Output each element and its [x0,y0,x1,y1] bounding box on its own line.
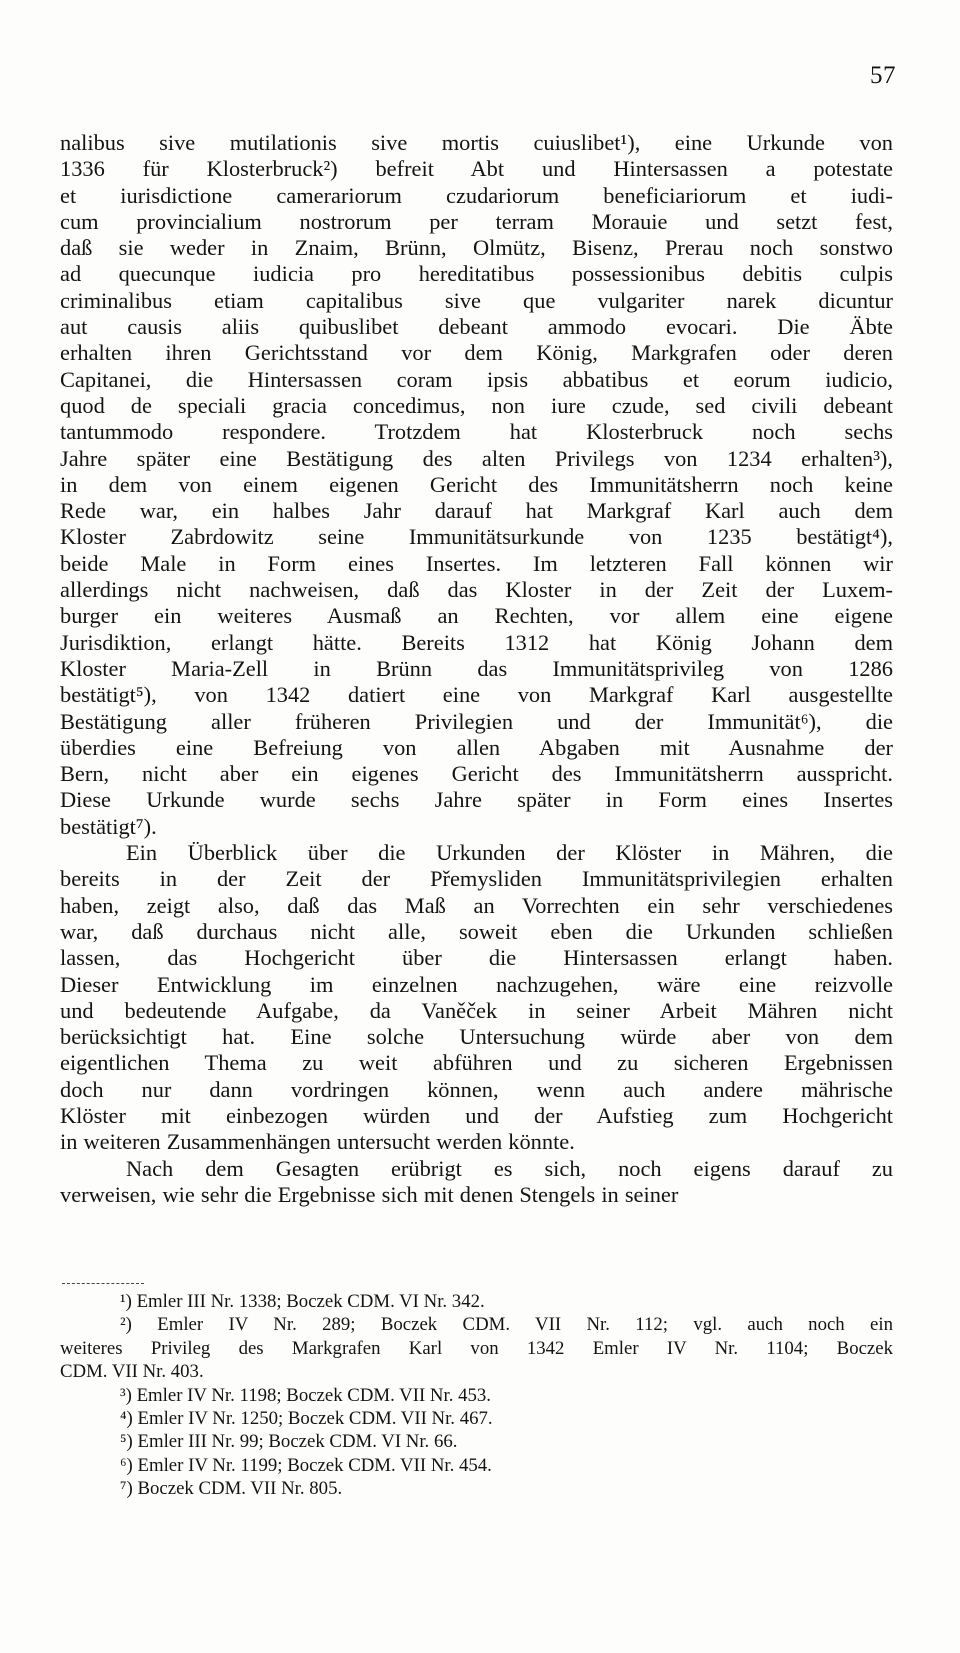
text-line: Kloster Zabrdowitz seine Immunitätsurkunde von 1235 bestätigt⁴), [60,524,893,550]
text-line: daß sie weder in Znaim, Brünn, Olmütz, Bisenz, Prerau noch sonstwo [60,235,893,261]
footnote-separator [62,1283,144,1284]
text-line: tantummodo respondere. Trotzdem hat Klosterbruck noch sechs [60,419,893,445]
text-line: Capitanei, die Hintersassen coram ipsis abbatibus et eorum iudicio, [60,366,893,392]
text-line: Diese Urkunde wurde sechs Jahre später in Form eines Insertes [60,787,893,813]
footnote-line: ³) Emler IV Nr. 1198; Boczek CDM. VII Nr. 453. [120,1384,491,1406]
footnote-line: ¹) Emler III Nr. 1338; Boczek CDM. VI Nr. 342. [120,1291,485,1312]
footnote [60,1407,893,1430]
page-number: 57 [870,62,896,89]
text-line: Bestätigung aller früheren Privilegien und der Immunität⁶), die [60,708,893,734]
footnote [60,1430,893,1453]
text-line: Kloster Maria-Zell in Brünn das Immunitätsprivileg von 1286 [60,655,893,681]
text-line: criminalibus etiam capitalibus sive que vulgariter narek dicuntur [60,287,893,313]
footnotes [60,1290,893,1501]
footnote [60,1313,893,1383]
text-line: 1336 für Klosterbruck²) befreit Abt und Hintersassen a potestate [60,156,893,182]
footnote-line: ⁷) Boczek CDM. VII Nr. 805. [120,1478,343,1500]
text-line: erhalten ihren Gerichtsstand vor dem König, Markgrafen oder deren [60,340,893,366]
footnote-line: ⁴) Emler IV Nr. 1250; Boczek CDM. VII Nr. 467. [120,1408,493,1430]
text-line: war, daß durchaus nicht alle, soweit eben die Urkunden schließen [60,918,893,944]
text-line: bereits in der Zeit der Přemysliden Immunitätsprivilegien erhalten [60,866,893,892]
text-line: Rede war, ein halbes Jahr darauf hat Markgraf Karl auch dem [60,498,893,524]
text-line: berücksichtigt hat. Eine solche Untersuchung würde aber von dem [60,1024,893,1050]
text-line: Dieser Entwicklung im einzelnen nachzugehen, wäre eine reizvolle [60,971,893,997]
paragraph [60,840,893,1156]
text-line: ad quecunque iudicia pro hereditatibus possessionibus debitis culpis [60,261,893,287]
text-line: beide Male in Form eines Insertes. Im letzteren Fall können wir [60,550,893,576]
text-line: in dem von einem eigenen Gericht des Immunitätsherrn noch keine [60,471,893,497]
footnote-line: CDM. VII Nr. 403. [60,1361,204,1383]
paragraph [60,1156,893,1209]
text-line: überdies eine Befreiung von allen Abgaben mit Ausnahme der [60,734,893,760]
footnote [60,1384,893,1407]
text-line: Jahre später eine Bestätigung des alten Privilegs von 1234 erhalten³), [60,445,893,471]
footnote-line: ⁶) Emler IV Nr. 1199; Boczek CDM. VII Nr. 454. [120,1454,492,1476]
text-line: in weiteren Zusammenhängen untersucht werden könnte. [60,1129,575,1155]
text-line: und bedeutende Aufgabe, da Vaněček in seiner Arbeit Mähren nicht [60,997,893,1023]
footnote [60,1477,893,1500]
footnote-line: ⁵) Emler III Nr. 99; Boczek CDM. VI Nr. 66. [120,1431,458,1453]
text-line: haben, zeigt also, daß das Maß an Vorrechten ein sehr verschiedenes [60,892,893,918]
text-line: Jurisdiktion, erlangt hätte. Bereits 1312 hat König Johann dem [60,629,893,655]
text-line: Nach dem Gesagten erübrigt es sich, noch eigens darauf zu [126,1155,893,1181]
text-line: burger ein weiteres Ausmaß an Rechten, vor allem eine eigene [60,603,893,629]
text-line: quod de speciali gracia concedimus, non iure czude, sed civili debeant [60,392,893,418]
body-text [60,130,893,1208]
paragraph [60,130,893,840]
text-line: Klöster mit einbezogen würden und der Aufstieg zum Hochgericht [60,1102,893,1128]
text-line: bestätigt⁵), von 1342 datiert eine von Markgraf Karl ausgestellte [60,682,893,708]
text-line: et iurisdictione camerariorum czudariorum beneficiariorum et iudi- [60,182,893,208]
text-line: Ein Überblick über die Urkunden der Klöster in Mähren, die [126,840,893,866]
text-line: Bern, nicht aber ein eigenes Gericht des Immunitätsherrn ausspricht. [60,761,893,787]
text-line: doch nur dann vordringen können, wenn auch andere mährische [60,1076,893,1102]
text-line: verweisen, wie sehr die Ergebnisse sich mit denen Stengels in seiner [60,1181,679,1207]
footnote [60,1290,893,1313]
footnote [60,1454,893,1477]
footnote-line: weiteres Privileg des Markgrafen Karl von 1342 Emler IV Nr. 1104; Boczek [60,1337,893,1359]
text-line: cum provincialium nostrorum per terram Morauie und setzt fest, [60,208,893,234]
text-line: allerdings nicht nachweisen, daß das Kloster in der Zeit der Luxem- [60,577,893,603]
text-line: nalibus sive mutilationis sive mortis cuiuslibet¹), eine Urkunde von [60,130,893,155]
footnote-line: ²) Emler IV Nr. 289; Boczek CDM. VII Nr. 112; vgl. auch noch ein [120,1314,893,1336]
text-line: lassen, das Hochgericht über die Hintersassen erlangt haben. [60,945,893,971]
text-line: bestätigt⁷). [60,813,157,839]
text-line: eigentlichen Thema zu weit abführen und zu sicheren Ergebnissen [60,1050,893,1076]
text-line: aut causis aliis quibuslibet debeant ammodo evocari. Die Äbte [60,314,893,340]
